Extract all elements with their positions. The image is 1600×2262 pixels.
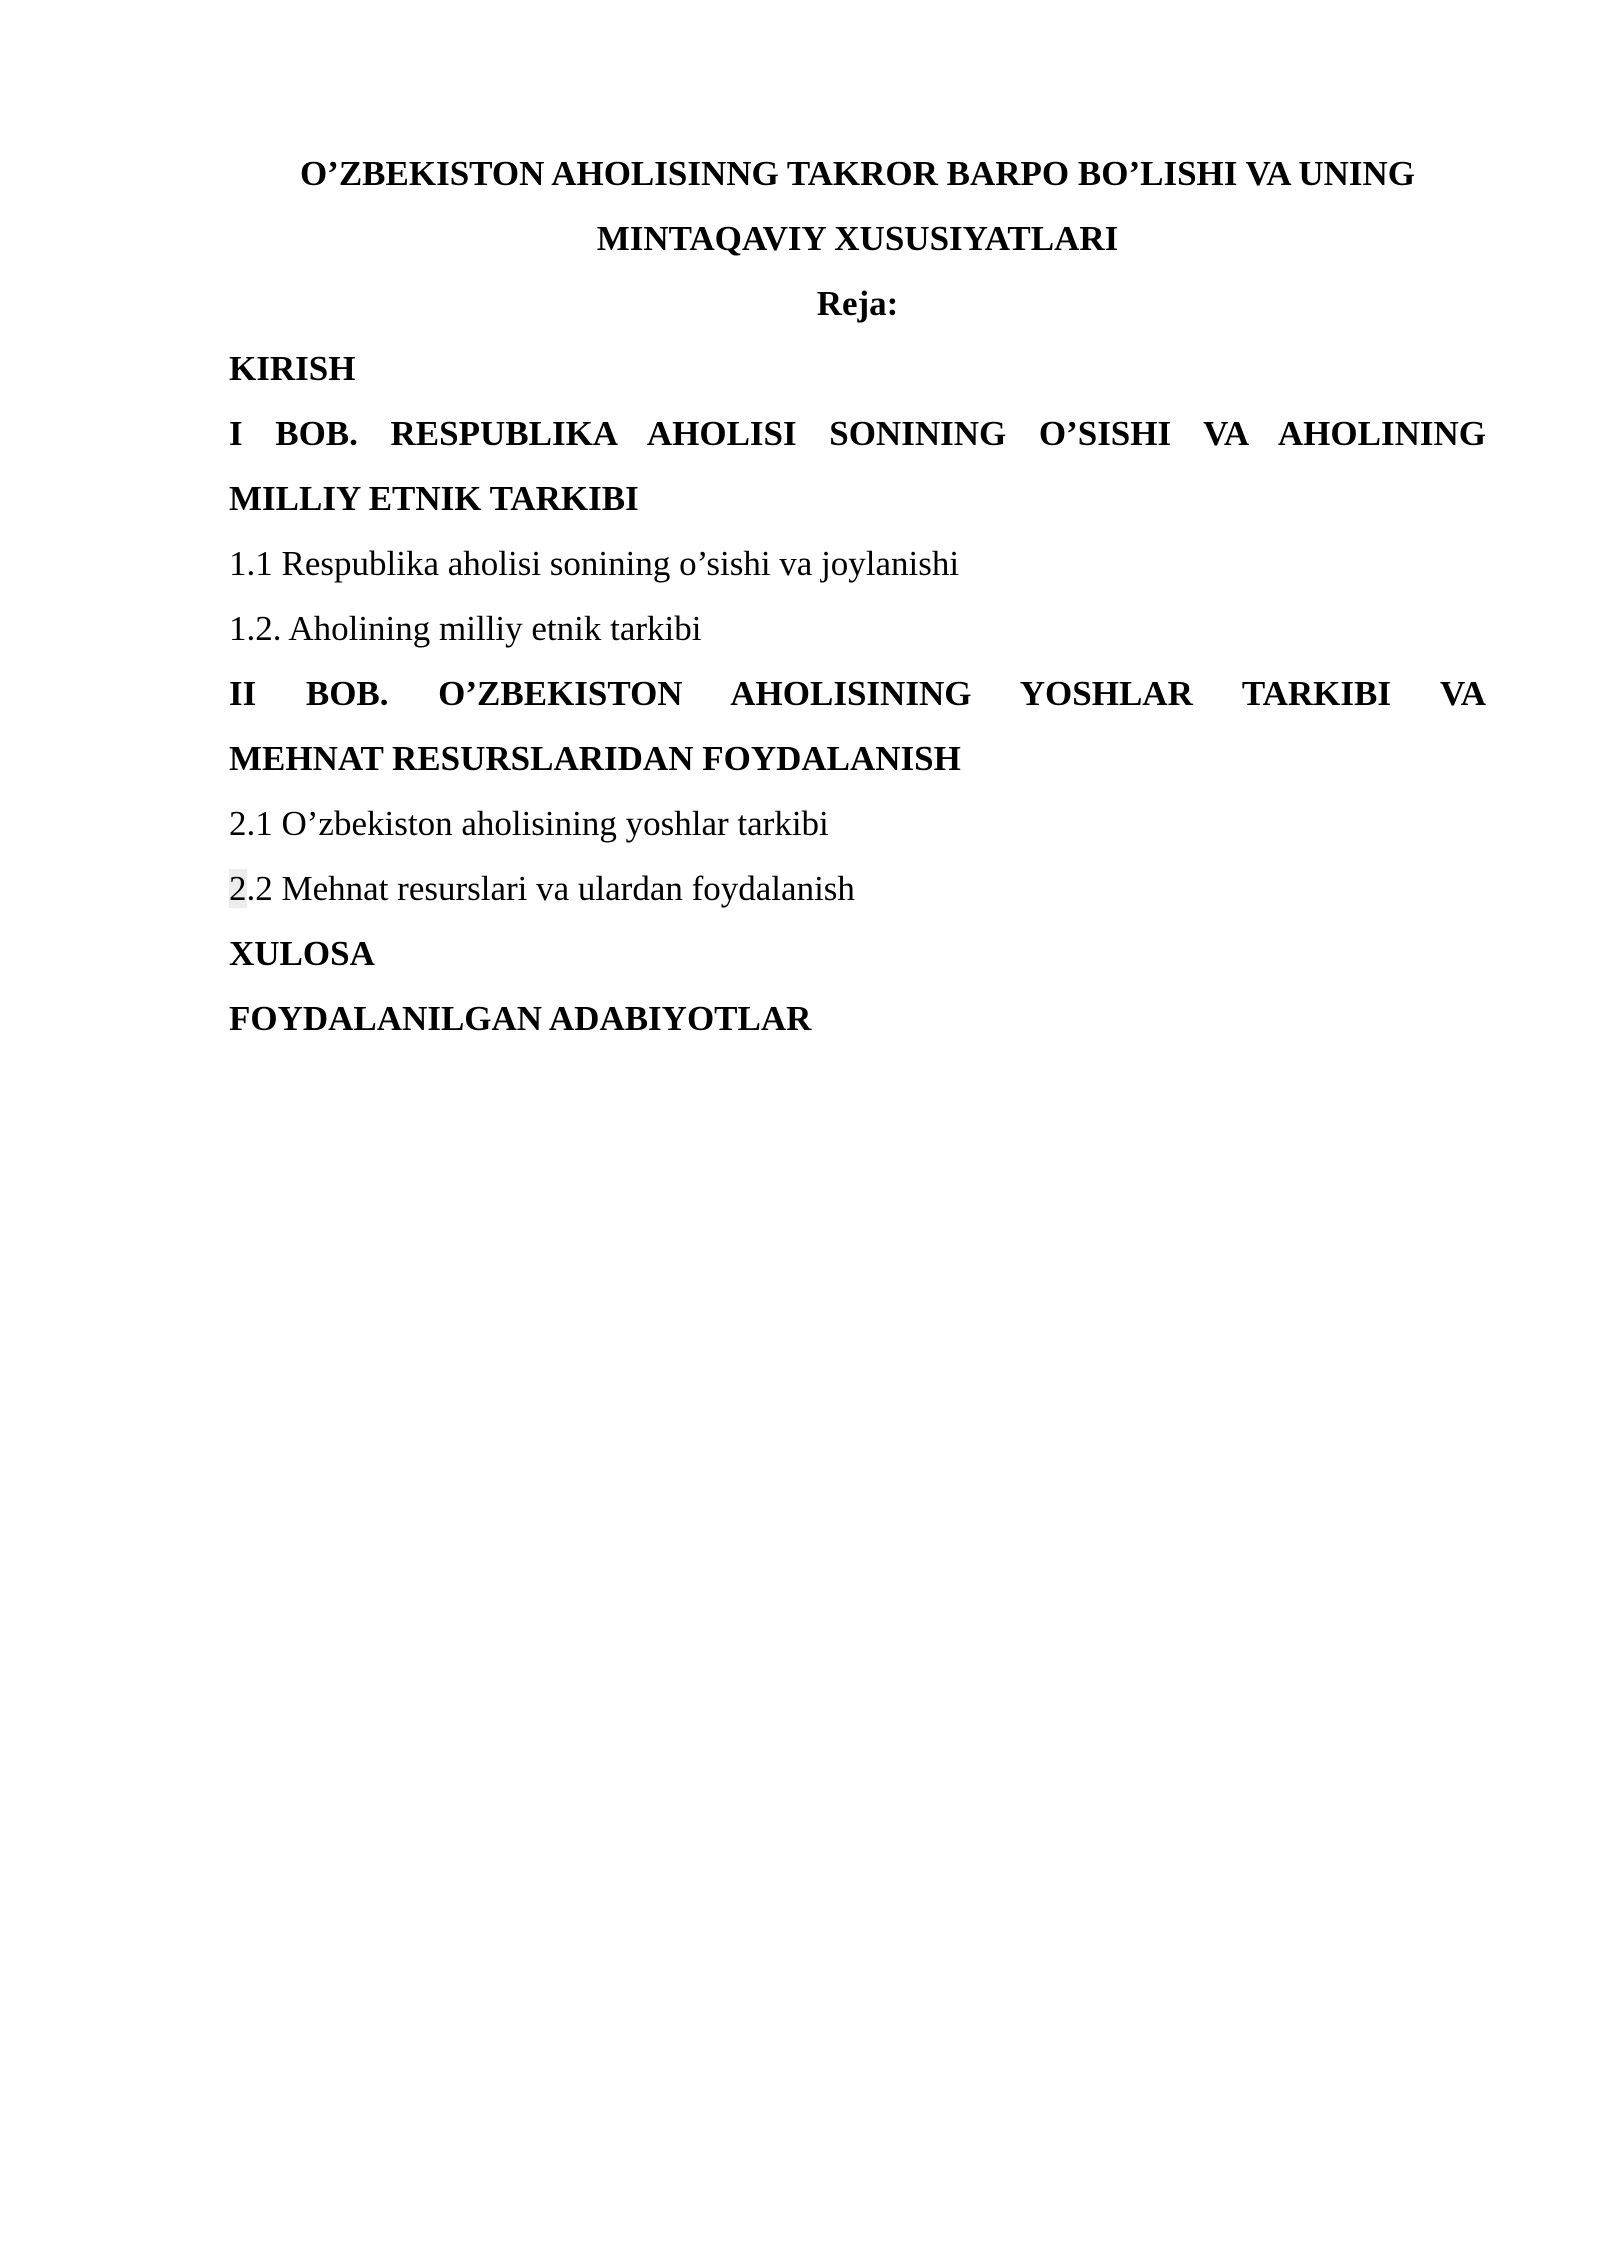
document-title-line-1: O’ZBEKISTON AHOLISINNG TAKROR BARPO BO’LISHI VA UNING — [299, 154, 1416, 193]
section-1-2: 1.2. Aholining milliy etnik tarkibi — [229, 609, 702, 648]
chapter-2-heading-line-1: II BOB. O’ZBEKISTON AHOLISINING YOSHLAR TARKIBI VA — [229, 674, 1486, 713]
section-2-2 — [229, 861, 1486, 926]
chapter-2-heading-line-2: MEHNAT RESURSLARIDAN FOYDALANISH — [229, 739, 961, 778]
section-2-2-number: 2 — [229, 869, 247, 908]
conclusion-heading: XULOSA — [229, 934, 375, 973]
chapter-1-heading-line-1: I BOB. RESPUBLIKA AHOLISI SONINING O’SISHI VA AHOLINING — [229, 414, 1486, 453]
references-heading: FOYDALANILGAN ADABIYOTLAR — [229, 999, 812, 1038]
section-2-2-text: .2 Mehnat resurslari va ulardan foydalanish — [246, 869, 855, 908]
document-title-line-2: MINTAQAVIY XUSUSIYATLARI — [596, 219, 1119, 258]
chapter-1-heading-line-2: MILLIY ETNIK TARKIBI — [229, 479, 639, 518]
section-1-1: 1.1 Respublika aholisi sonining o’sishi va joylanishi — [229, 544, 960, 583]
section-2-1: 2.1 O’zbekiston aholisining yoshlar tarkibi — [229, 804, 829, 843]
intro-heading: KIRISH — [229, 349, 356, 388]
plan-heading: Reja: — [816, 284, 899, 323]
document-body — [229, 146, 1486, 1056]
